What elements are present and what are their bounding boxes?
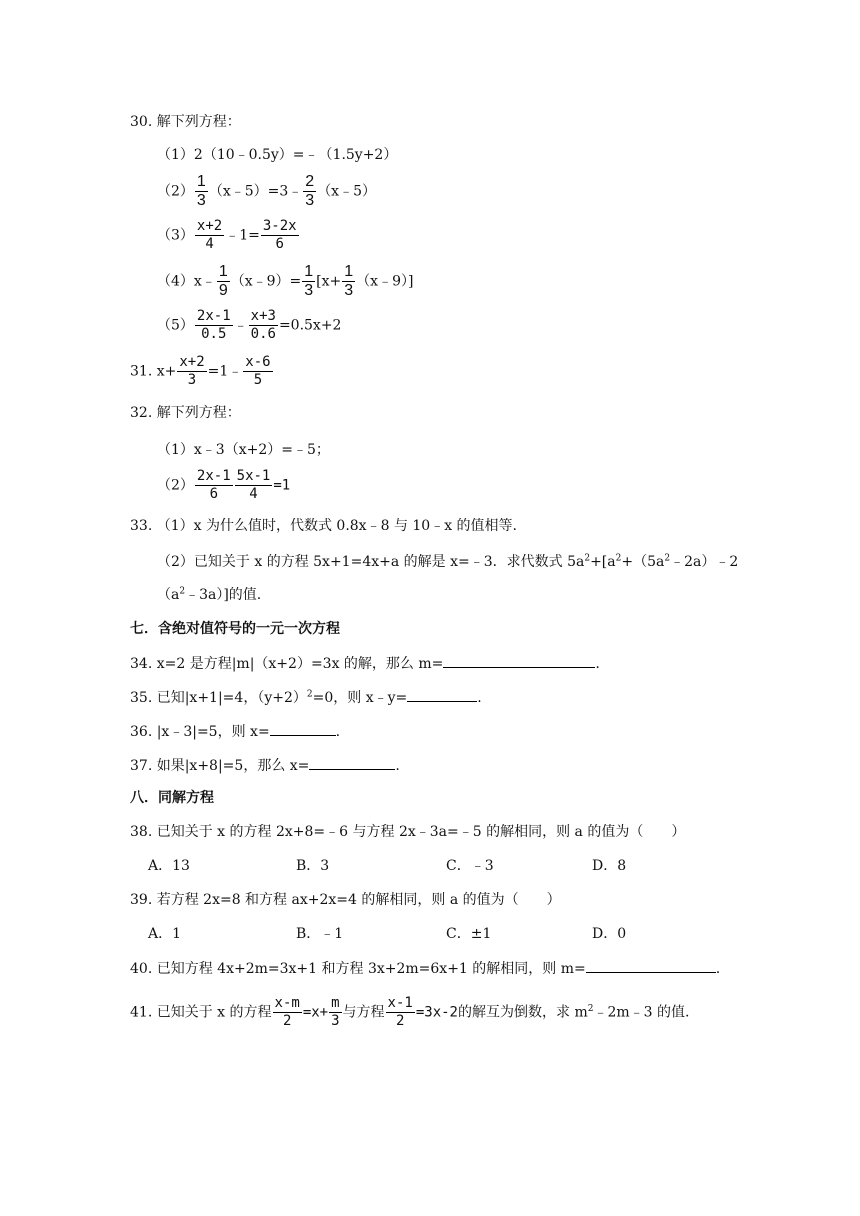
question-33-part1 <box>130 516 517 536</box>
fraction <box>195 308 233 343</box>
equation-text: ﹣1= <box>225 227 260 244</box>
question-number: 38. <box>130 824 153 840</box>
denominator: 0.6 <box>250 326 276 342</box>
question-number: 30. <box>130 114 153 130</box>
denominator: 5 <box>253 372 263 388</box>
question-text: 已知|x+1|=4，（y+2） <box>156 690 307 706</box>
question-text: 已知关于 x 的方程 2x+8=﹣6 与方程 2x﹣3a=﹣5 的解相同，则 a 的值为（ ） <box>156 824 686 840</box>
fraction <box>195 218 224 253</box>
choice-c[interactable]: C．±1 <box>446 926 492 942</box>
section-heading-8: 八．同解方程 <box>130 790 214 806</box>
question-30-title <box>130 112 241 132</box>
punctuation: . <box>595 656 600 672</box>
exponent: 2 <box>587 1003 594 1014</box>
numerator: x+2 <box>179 354 205 370</box>
numerator: 2 <box>305 173 315 190</box>
question-text: 与方程 <box>342 1004 385 1021</box>
denominator: 2 <box>282 1013 292 1029</box>
question-33-part2 <box>157 552 738 572</box>
question-text: （a <box>157 587 180 603</box>
question-text: 已知方程 4x+2m=3x+1 和方程 3x+2m=6x+1 的解相同，则 m= <box>156 961 586 977</box>
equation-text: =x+ <box>302 1004 329 1021</box>
question-number: 41. <box>130 1004 153 1021</box>
choice-a[interactable]: A．13 <box>148 858 190 874</box>
numerator: x-m <box>274 995 300 1011</box>
numerator: 2x-1 <box>196 308 231 324</box>
equation-text: （x﹣9）= <box>230 273 302 290</box>
answer-blank[interactable] <box>586 958 716 973</box>
fraction <box>303 173 316 210</box>
question-40 <box>130 958 720 979</box>
part-label: （5） <box>157 317 194 334</box>
numerator: x-1 <box>387 995 413 1011</box>
denominator: 4 <box>249 486 258 502</box>
question-31 <box>130 354 274 389</box>
equation-text: （x﹣5） <box>317 183 376 200</box>
equation-text: [x+ <box>316 273 342 290</box>
choice-d[interactable]: D．8 <box>592 858 627 874</box>
question-number: 36. <box>130 724 153 740</box>
question-33-part2-cont <box>157 585 261 605</box>
denominator: 9 <box>218 282 228 299</box>
equation-text: =1 <box>273 477 291 494</box>
q30-part4 <box>157 263 413 300</box>
question-text: x=2 是方程|m|（x+2）=3x 的解，那么 m= <box>156 656 444 672</box>
fraction <box>273 995 302 1030</box>
numerator: 3-2x <box>262 218 297 234</box>
denominator: 3 <box>305 192 315 209</box>
question-35 <box>130 687 482 708</box>
part-label: （3） <box>157 227 194 244</box>
numerator: 1 <box>196 173 206 190</box>
question-text: 如果|x+8|=5，那么 x= <box>156 758 310 774</box>
q32-part1: （1）x﹣3（x+2）=﹣5； <box>157 442 330 458</box>
fraction <box>386 995 415 1030</box>
question-38 <box>130 822 685 842</box>
question-text: 的解互为倒数，求 m <box>458 1004 588 1021</box>
numerator: x-6 <box>245 354 271 370</box>
question-text: 解下列方程： <box>156 405 241 421</box>
punctuation: . <box>395 758 400 774</box>
exponent: 2 <box>306 689 313 700</box>
fraction <box>217 263 230 300</box>
q30-part3 <box>157 218 300 253</box>
question-37 <box>130 755 400 776</box>
fraction <box>329 995 341 1030</box>
question-number: 31. <box>130 363 153 380</box>
punctuation: . <box>715 961 721 977</box>
denominator: 0.5 <box>201 326 227 342</box>
q30-part1: （1）2（10﹣0.5y）=﹣（1.5y+2） <box>157 147 398 163</box>
numerator: x+3 <box>250 308 276 324</box>
choice-d[interactable]: D．0 <box>592 926 627 942</box>
numerator: 1 <box>344 263 354 280</box>
denominator: 6 <box>209 486 218 502</box>
punctuation: . <box>477 690 482 706</box>
fraction <box>243 354 272 389</box>
question-text: 已知关于 x 的方程 <box>156 1004 272 1021</box>
fraction <box>235 468 273 503</box>
part-label: （2） <box>157 183 194 200</box>
question-text: 解下列方程： <box>156 114 241 130</box>
numerator: 5x-1 <box>236 468 271 484</box>
punctuation: . <box>335 724 341 740</box>
choice-a[interactable]: A．1 <box>148 926 182 942</box>
question-text: =0，则 x﹣y= <box>312 690 408 706</box>
equation-text: ﹣ <box>233 317 248 334</box>
choice-c[interactable]: C．﹣3 <box>446 858 494 874</box>
question-number: 40. <box>130 961 153 977</box>
question-number: 33. <box>130 518 153 534</box>
question-39 <box>130 890 561 910</box>
denominator: 6 <box>275 236 284 252</box>
question-text: （1）x 为什么值时，代数式 0.8x﹣8 与 10﹣x 的值相等. <box>156 518 517 534</box>
numerator: m <box>331 995 340 1011</box>
numerator: 1 <box>304 263 314 280</box>
question-text: +（5a <box>621 554 665 570</box>
equation-text: =0.5x+2 <box>278 317 342 334</box>
numerator: 1 <box>218 263 228 280</box>
question-36 <box>130 721 340 742</box>
answer-blank[interactable] <box>270 721 336 736</box>
denominator: 2 <box>395 1013 405 1029</box>
question-number: 32. <box>130 405 153 421</box>
question-number: 35. <box>130 690 153 706</box>
part-label: （2） <box>157 477 194 494</box>
denominator: 3 <box>331 1013 340 1029</box>
fraction <box>261 218 299 253</box>
question-number: 37. <box>130 758 153 774</box>
q30-part5 <box>157 308 341 343</box>
equation-text: （x﹣9）] <box>356 273 414 290</box>
question-text: 若方程 2x=8 和方程 ax+2x=4 的解相同，则 a 的值为（ ） <box>156 892 561 908</box>
part-label: （4）x﹣ <box>157 273 216 290</box>
question-text: ﹣2m﹣3 的值. <box>593 1004 690 1021</box>
question-text: （2）已知关于 x 的方程 5x+1=4x+a 的解是 x=﹣3．求代数式 5a <box>157 554 585 570</box>
answer-blank[interactable] <box>443 653 595 668</box>
q30-part2 <box>157 173 376 210</box>
question-number: 39. <box>130 892 153 908</box>
numerator: x+2 <box>196 218 223 234</box>
question-34 <box>130 653 600 674</box>
exponent: 2 <box>664 553 671 564</box>
question-number: 34. <box>130 656 153 672</box>
denominator: 3 <box>187 372 197 388</box>
question-text: +[a <box>590 554 616 570</box>
exponent: 2 <box>179 586 186 597</box>
equation-text: （x﹣5）=3﹣ <box>208 183 303 200</box>
fraction <box>195 173 208 210</box>
denominator: 3 <box>196 192 206 209</box>
equation-text: =1﹣ <box>207 363 243 380</box>
fraction <box>249 308 278 343</box>
question-text: |x﹣3|=5，则 x= <box>156 724 270 740</box>
equation-text: x+ <box>156 363 177 380</box>
fraction <box>195 468 233 503</box>
denominator: 3 <box>344 282 354 299</box>
answer-blank[interactable] <box>309 755 395 770</box>
fraction <box>342 263 355 300</box>
section-heading-7: 七．含绝对值符号的一元一次方程 <box>130 621 340 637</box>
fraction <box>177 354 206 389</box>
question-32-title <box>130 403 241 423</box>
denominator: 3 <box>304 282 314 299</box>
answer-blank[interactable] <box>407 687 477 702</box>
choice-b[interactable]: B．﹣1 <box>296 926 344 942</box>
numerator: 2x-1 <box>196 468 231 484</box>
question-41 <box>130 995 689 1030</box>
equation-text: =3x-2 <box>415 1004 458 1021</box>
exponent: 2 <box>615 553 622 564</box>
question-text: ﹣2a）﹣2 <box>670 554 739 570</box>
q32-part2 <box>157 468 290 503</box>
fraction <box>302 263 315 300</box>
exponent: 2 <box>584 553 591 564</box>
denominator: 4 <box>205 236 214 252</box>
choice-b[interactable]: B．3 <box>296 858 330 874</box>
question-text: ﹣3a）]的值. <box>185 587 262 603</box>
